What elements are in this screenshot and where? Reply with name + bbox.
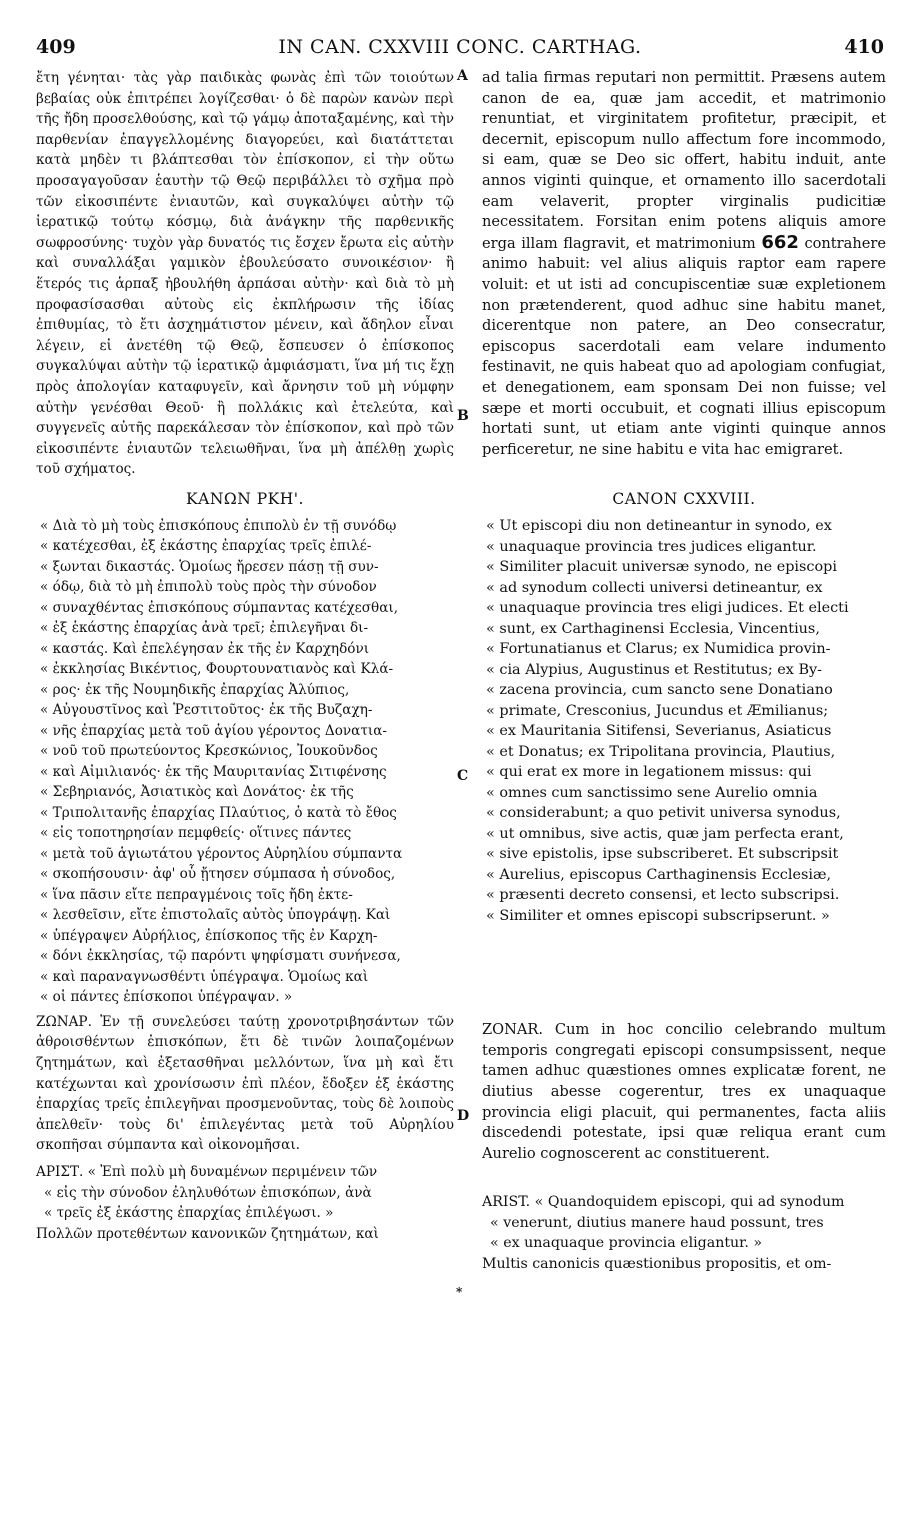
canon-line: « Διὰ τὸ μὴ τοὺς ἐπισκόπους ἐπιπολὺ ἐν τῇ συνόδῳ: [40, 517, 397, 534]
canon-line: « ξωνται δικαστάς. Ὁμοίως ἤρεσεν πάσῃ τῇ συν-: [40, 558, 379, 575]
canon-line: « οἱ πάντες ἐπίσκοποι ὑπέγραψαν. »: [40, 989, 293, 1006]
canon-line: « unaquaque provincia tres judices eligantur.: [486, 538, 817, 555]
greek-canon-text: [36, 516, 454, 1008]
canon-line: « μετὰ τοῦ ἁγιωτάτου γέροντος Αὐρηλίου σύμπαντα: [40, 845, 403, 862]
canon-line: « ἐκκλησίας Βικέντιος, Φουρτουνατιανὸς καὶ Κλά-: [40, 661, 394, 678]
arist-quote-line: « venerunt, diutius manere haud possunt, tres: [490, 1214, 824, 1231]
canon-line: « σκοπήσουσιν· ἀφ' οὗ ᾔτησεν σύμπασα ἡ σύνοδος,: [40, 866, 396, 883]
arist-quote-line: « Quandoquidem episcopi, qui ad synodum: [534, 1194, 845, 1211]
canon-line: « qui erat ex more in legationem missus: qui: [486, 764, 812, 781]
canon-line: « λεσθεῖσιν, εἴτε ἐπιστολαῖς αὐτὸς ὑπογράψῃ. Καὶ: [40, 907, 391, 924]
greek-zonar-commentary: [36, 1012, 454, 1156]
canon-line: « συναχθέντας ἐπισκόπους σύμπαντας κατέχεσθαι,: [40, 599, 399, 616]
section-marker-b: B: [457, 408, 469, 424]
canon-line: « Τριπολιτανῆς ἐπαρχίας Πλαύτιος, ὁ κατὰ τὸ ἔθος: [40, 804, 397, 821]
latin-intro-paragraph: [482, 68, 886, 460]
canon-line: « et Donatus; ex Tripolitana provincia, Plautius,: [486, 743, 836, 760]
greek-column: [36, 68, 454, 1244]
canon-line: « sunt, ex Carthaginensi Ecclesia, Vincentius,: [486, 620, 820, 637]
latin-intro-part1: ad talia firmas reputari non permittit. Præsens autem canon de ea, quæ jam accedit, et matrimonio renuntiat, et virginitatem profitetur, præcipit, et decernit, episcopum nullo affectum fore incommodo, si eam, quæ se Deo sic offert, habitu induit, ante annos viginti quinque, et ornamento illo sacerdotali eam velaverit, propter virginalis pudicitiæ necessitatem. Forsitan enim potens aliquis amore erga illam flagravit, et matrimonium: [482, 69, 886, 252]
canon-line: « δόνι ἐκκλησίας, τῷ παρόντι ψηφίσματι συνήνεσα,: [40, 948, 401, 965]
canon-line: « εἰς τοποτηρησίαν πεμφθείς· οἵτινες πάντες: [40, 825, 352, 842]
arist-tail: Multis canonicis quæstionibus propositis, et om-: [482, 1255, 832, 1272]
canon-line: « καὶ παραναγνωσθέντι ὑπέγραψα. Ὁμοίως καὶ: [40, 968, 369, 985]
canon-line: « νῆς ἐπαρχίας μετὰ τοῦ ἁγίου γέροντος Δονατια-: [40, 722, 387, 739]
section-marker-d: D: [457, 1108, 470, 1124]
arist-quote-line: « εἰς τὴν σύνοδον ἐληλυθότων ἐπισκόπων, ἀνὰ: [44, 1184, 372, 1201]
section-marker-c: C: [457, 768, 469, 784]
arist-quote-line: « τρεῖς ἐξ ἑκάστης ἐπαρχίας ἐπιλέγωσι. »: [44, 1205, 334, 1222]
greek-arist-commentary: [36, 1162, 454, 1244]
canon-line: « καὶ Αἰμιλιανός· ἐκ τῆς Μαυριτανίας Σιτιφένσης: [40, 763, 387, 780]
latin-intro-part2: contrahere animo habuit: vel alius aliquis raptor eam rapere voluit: et ut isti ad concupiscentiæ suæ expletionem non prætenderent, quod adhuc sine habitu manet, dicerentque non patere, an Deo consecratur, episcopus sacerdotali eam velare indumento festinavit, ne quis habeat quo ad apologiam confugiat, et denegationem, eam sponsam Dei non fuisse; vel sæpe et morti occubuit, et cognati illius episcopum hortati sunt, ut etiam ante viginti quinque annos perficeretur, ne sine habitu e vita hac emigraret.: [482, 234, 887, 458]
greek-canon-heading: ΚΑΝΩΝ ΡΚΗ'.: [186, 489, 304, 508]
canon-line: « ἐξ ἑκάστης ἐπαρχίας ἀνὰ τρεῖ; ἐπιλεγῆναι δι-: [40, 620, 369, 637]
column-number: 662: [761, 231, 799, 253]
zonar-text: Ἐν τῇ συνελεύσει ταύτῃ χρονοτριβησάντων τῶν ἀθροισθέντων ἐπισκόπων, ἔτι δὲ τινῶν λοιπαζομένων ζητημάτων, καὶ ἐξετασθῆναι μελλόντων, ἵνα μὴ καὶ ἔτι κατέχωνται καὶ χρονίσωσιν ἐπὶ πλέον, ἔδοξεν ἐξ ἑκάστης ἐπαρχίας τρεῖς ἐπιλεγῆναι προσμενοῦντας, τοὺς δὲ λοιποὺς ἀπελθεῖν· τοὺς δι' ἐπιλεγέντας μετὰ τοῦ Αὐρηλίου σκοπῆσαι σύμπαντα καὶ οἰκονομῆσαι.: [36, 1013, 454, 1154]
canon-line: « Ut episcopi diu non detineantur in synodo, ex: [486, 518, 832, 535]
zonar-label: ΖΩΝΑΡ.: [36, 1013, 92, 1030]
canon-line: « ex Mauritania Sitifensi, Severianus, Asiaticus: [486, 723, 832, 740]
canon-line: « ὑπέγραψεν Αὐρήλιος, ἐπίσκοπος τῆς ἐν Καρχη-: [40, 927, 378, 944]
canon-line: « omnes cum sanctissimo sene Aurelio omnia: [486, 784, 818, 801]
latin-zonar-commentary: [482, 1020, 886, 1164]
canon-line: « zacena provincia, cum sancto sene Donatiano: [486, 682, 833, 699]
canon-line: « ad synodum collecti universi detineantur, ex: [486, 579, 823, 596]
latin-column: [482, 68, 886, 1274]
canon-line: « Fortunatianus et Clarus; ex Numidica provin-: [486, 641, 831, 658]
canon-line: « Similiter placuit universæ synodo, ne episcopi: [486, 559, 837, 576]
canon-line: « ut omnibus, sive actis, quæ jam perfecta erant,: [486, 825, 844, 842]
canon-line: « κατέχεσθαι, ἐξ ἑκάστης ἐπαρχίας τρεῖς ἐπιλέ-: [40, 538, 372, 555]
arist-label: ΑΡΙΣΤ.: [36, 1164, 84, 1181]
footnote-asterisk: *: [456, 1285, 463, 1299]
arist-label: ARIST.: [482, 1194, 531, 1211]
zonar-label: ZONAR.: [482, 1021, 544, 1039]
canon-line: « Αὐγουστῖνος καὶ Ῥεστιτοῦτος· ἐκ τῆς Βυζαχη-: [40, 702, 373, 719]
canon-line: « cia Alypius, Augustinus et Restitutus; ex By-: [486, 661, 823, 678]
page-number-right: 410: [844, 36, 884, 58]
zonar-text: Cum in hoc concilio celebrando multum temporis congregati episcopi consumpsissent, neque tamen adhuc quæstiones omnes explicatæ forent, ne diutius abesse cogerentur, tres ex unaquaque provincia eligi placuit, qui permanentes, facta aliis discedendi potestate, ipsi quæ reliqua erant cum Aurelio cognoscerent ac constituerent.: [482, 1021, 886, 1162]
canon-line: « præsenti decreto consensi, et lecto subscripsi.: [486, 887, 840, 904]
section-marker-a: A: [457, 68, 468, 84]
canon-line: « όδῳ, διὰ τὸ μὴ ἐπιπολὺ τοὺς πρὸς τὴν σύνοδον: [40, 579, 377, 596]
canon-line: « ρος· ἐκ τῆς Νουμηδικῆς ἐπαρχίας Ἀλύπιος,: [40, 681, 350, 698]
canon-line: « considerabunt; a quo petivit universa synodus,: [486, 805, 841, 822]
canon-line: « primate, Cresconius, Jucundus et Æmilianus;: [486, 702, 829, 719]
greek-intro-paragraph: ἔτη γένηται· τὰς γὰρ παιδικὰς φωνὰς ἐπὶ τῶν τοιούτων βεβαίας οὐκ ἐπιτρέπει λογίζεσθαι· ὁ δὲ παρὼν κανὼν περὶ τῆς ἤδη προσελθούσης, καὶ τῷ γάμῳ ἀποταξαμένης, καὶ τὴν παρθενίαν ἐπαγγελλομένης διαγορεύει, καὶ διατάττεται κατὰ μηδὲν τι βλάπτεσθαι τὸν ἐπίσκοπον, εἰ τὴν οὕτω προσαγαγοῦσαν ἑαυτὴν τῷ Θεῷ περιβάλλει τὸ σχῆμα πρὸ τῶν εἰκοσιπέντε ἐνιαυτῶν, καὶ συγκαλύψει αὐτὴν τῷ ἱερατικῷ τούτῳ κόσμῳ, διὰ ἀνάγκην τῆς παρθενικῆς σωφροσύνης· τυχὸν γὰρ δυνατός τις ἔσχεν ἔρωτα εἰς αὐτὴν καὶ συναλλάξαι γαμικὸν ἐβουλεύσατο συνοικέσιον· ἢ ἕτερός τις ἁρπαξ ἠβουλήθη ἁρπάσαι αὐτὴν· καὶ διὰ τὸ μὴ προφασίσασθαι αὐτοὺς εἰς ἐκπλήρωσιν τῆς ἰδίας ἐπιθυμίας, τὸ ἔτι ἀσχημάτιστον μένειν, καὶ ἄδηλον εἶναι λέγειν, εἰ ἀνετέθη τῷ Θεῷ, ἔσπευσεν ὁ ἐπίσκοπος συγκαλύψαι αὐτὴν τῷ ἱερατικῷ ἀμφιάσματι, ἵνα μή τις ἔχῃ πρὸς ἀπολογίαν καταφυγεῖν, καὶ ἄρνησιν τοῦ μὴ νύμφην αὐτὴν γενέσθαι Θεοῦ· ἢ πολλάκις καὶ ἐτελεύτα, καὶ συγγενεῖς αὐτῆς παρεκάλεσαν τὸν ἐπίσκοπον, καὶ πρὸ τῶν εἰκοσιπέντε ἐνιαυτῶν τελειωθῆναι, ἵνα μὴ ἀπέλθῃ χωρὶς τοῦ σχήματος.: [36, 70, 454, 478]
canon-line: « sive epistolis, ipse subscriberet. Et subscripsit: [486, 846, 839, 863]
canon-line: « Similiter et omnes episcopi subscripserunt. »: [486, 907, 830, 924]
arist-quote-line: « Ἐπὶ πολὺ μὴ δυναμένων περιμένειν τῶν: [87, 1164, 378, 1181]
latin-canon-heading: CANON CXXVIII.: [612, 490, 756, 509]
canon-line: « Aurelius, episcopus Carthaginensis Ecclesiæ,: [486, 866, 832, 883]
arist-tail: Πολλῶν προτεθέντων κανονικῶν ζητημάτων, καὶ: [36, 1225, 379, 1242]
canon-line: « unaquaque provincia tres eligi judices. Et electi: [486, 600, 849, 617]
canon-line: « νοῦ τοῦ πρωτεύοντος Κρεσκώνιος, Ἰουκοῦνδος: [40, 743, 378, 760]
canon-line: « Σεβηριανός, Ἀσιατικὸς καὶ Δονάτος· ἐκ τῆς: [40, 784, 354, 801]
running-title: IN CAN. CXXVIII CONC. CARTHAG.: [278, 36, 642, 58]
latin-canon-text: [482, 516, 886, 926]
latin-arist-commentary: [482, 1192, 886, 1274]
arist-quote-line: « ex unaquaque provincia eligantur. »: [490, 1235, 763, 1252]
canon-line: « καστάς. Καὶ ἐπελέγησαν ἐκ τῆς ἐν Καρχηδόνι: [40, 640, 370, 657]
canon-line: « ἵνα πᾶσιν εἴτε πεπραγμένοις τοῖς ἤδη ἐκτε-: [40, 886, 353, 903]
page-number-left: 409: [36, 36, 76, 58]
running-header: [36, 36, 884, 66]
